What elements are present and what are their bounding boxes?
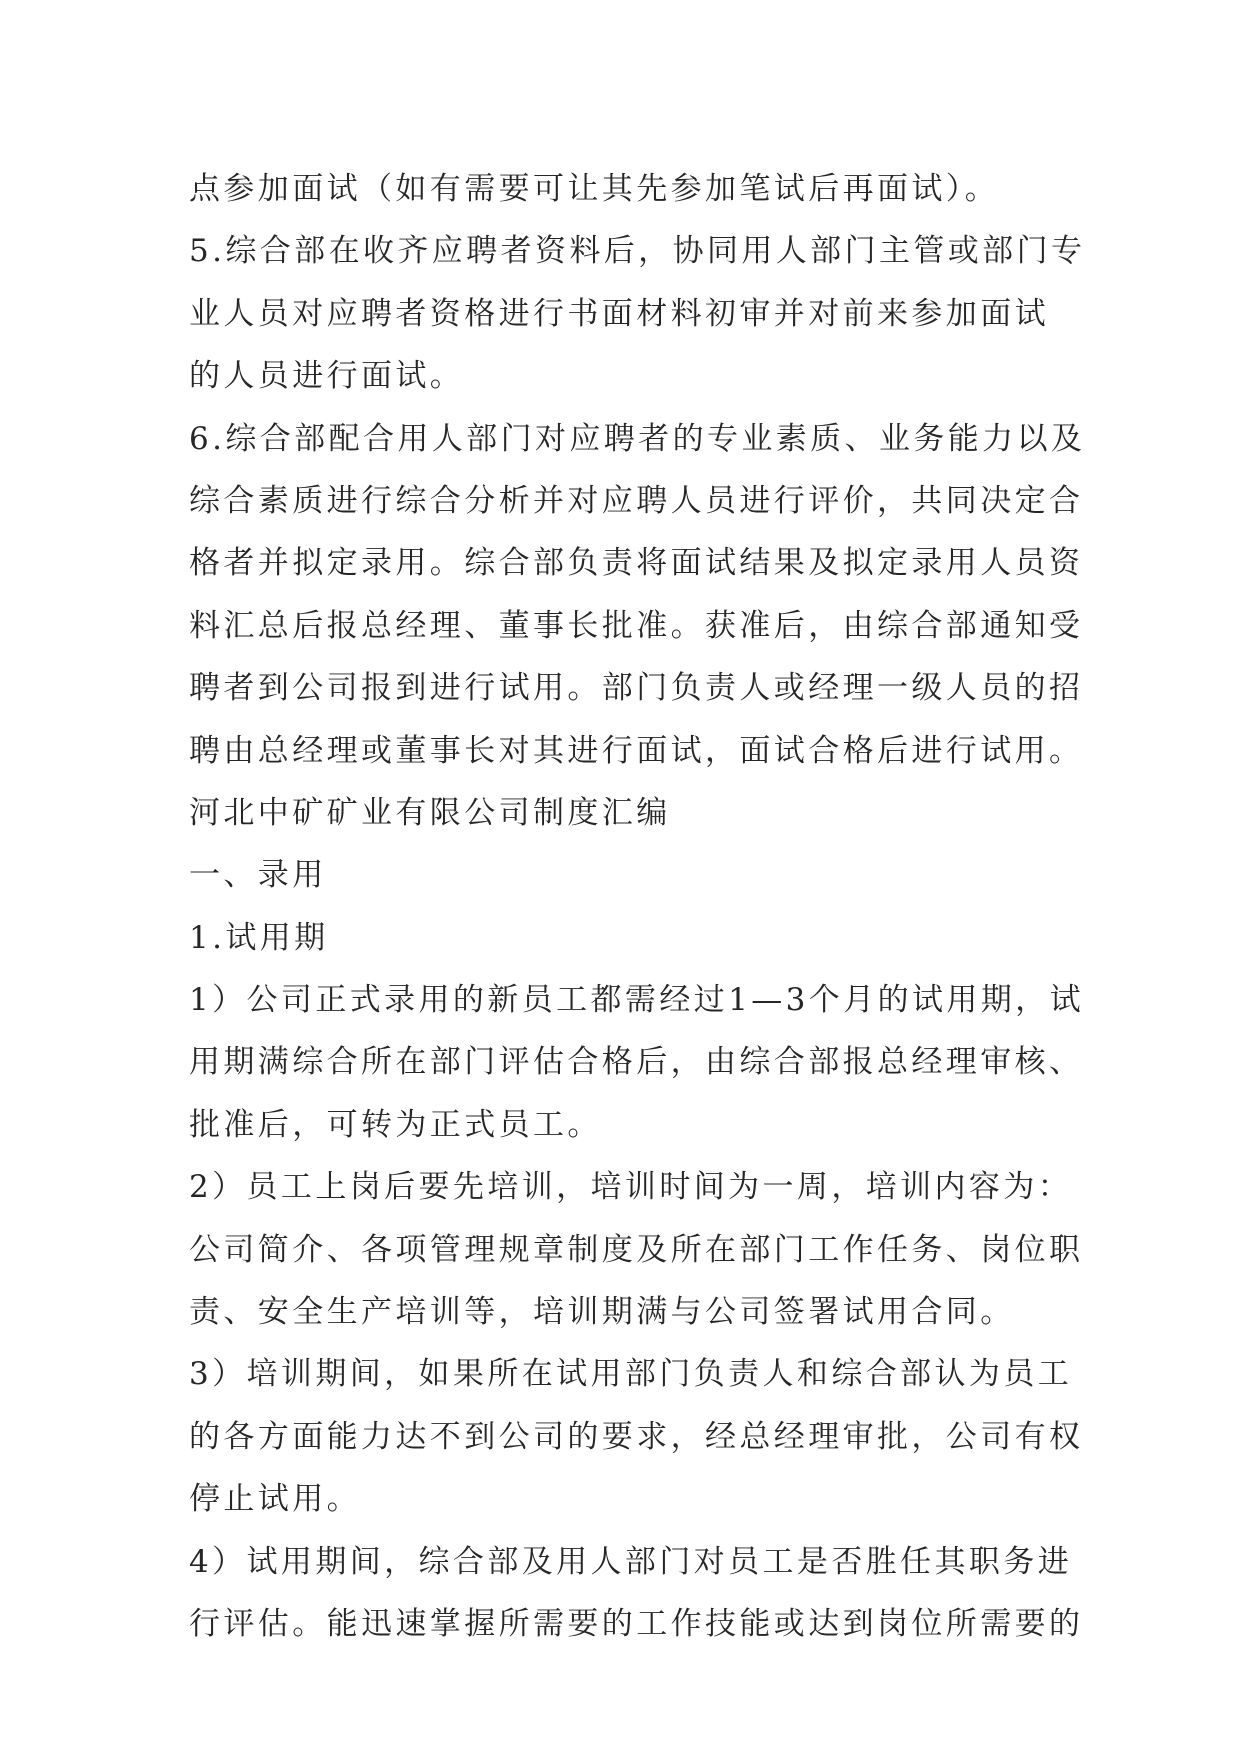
text-line: 4）试用期间，综合部及用人部门对员工是否胜任其职务进 [189,1543,1073,1580]
text-line: 河北中矿矿业有限公司制度汇编 [189,794,671,831]
text-line: 的人员进行面试。 [189,358,465,395]
text-line: 批准后，可转为正式员工。 [189,1106,602,1143]
text-line: 公司简介、各项管理规章制度及所在部门工作任务、岗位职 [189,1231,1084,1268]
text-line: 一、录用 [189,857,327,894]
text-line: 行评估。能迅速掌握所需要的工作技能或达到岗位所需要的 [189,1605,1084,1642]
text-line: 1）公司正式录用的新员工都需经过1—3个月的试用期，试 [189,982,1084,1019]
text-line: 用期满综合所在部门评估合格后，由综合部报总经理审核、 [189,1044,1084,1081]
text-line: 格者并拟定录用。综合部负责将面试结果及拟定录用人员资 [189,545,1084,582]
text-line: 聘由总经理或董事长对其进行面试，面试合格后进行试用。 [189,732,1084,769]
text-line: 5.综合部在收齐应聘者资料后，协同用人部门主管或部门专 [189,233,1086,270]
text-line: 料汇总后报总经理、董事长批准。获准后，由综合部通知受 [189,607,1084,644]
text-line: 2）员工上岗后要先培训，培训时间为一周，培训内容为： [189,1169,1073,1206]
text-line: 3）培训期间，如果所在试用部门负责人和综合部认为员工 [189,1356,1073,1393]
text-line: 综合素质进行综合分析并对应聘人员进行评价，共同决定合 [189,482,1084,519]
text-line: 责、安全生产培训等，培训期满与公司签署试用合同。 [189,1294,1015,1331]
text-line: 1.试用期 [189,919,329,956]
text-line: 点参加面试（如有需要可让其先参加笔试后再面试）。 [189,171,1000,207]
text-line: 停止试用。 [189,1481,361,1518]
document-body [189,158,1086,1655]
text-line: 的各方面能力达不到公司的要求，经总经理审批，公司有权 [189,1418,1084,1455]
text-line: 聘者到公司报到进行试用。部门负责人或经理一级人员的招 [189,670,1084,707]
text-line: 6.综合部配合用人部门对应聘者的专业素质、业务能力以及 [189,420,1086,457]
text-line: 业人员对应聘者资格进行书面材料初审并对前来参加面试 [189,295,1049,332]
